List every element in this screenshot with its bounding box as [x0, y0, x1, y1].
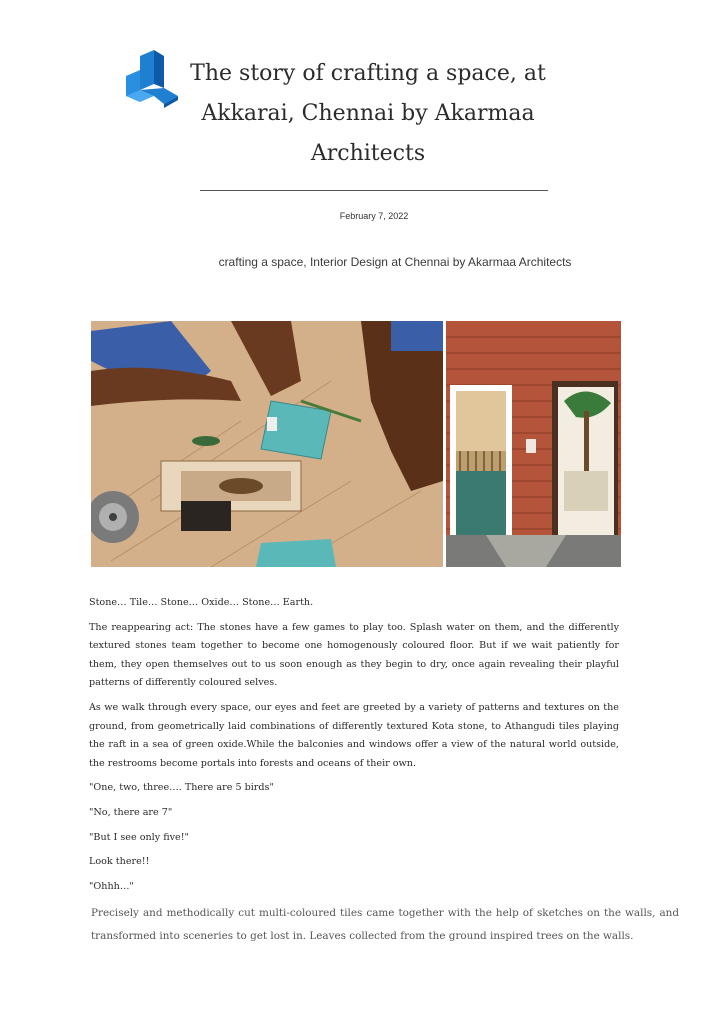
akarmaa-logo-icon	[124, 50, 180, 108]
publish-date: February 7, 2022	[339, 211, 409, 221]
dialogue-line-4: Look there!!	[89, 856, 150, 868]
title-line-2: Akkarai, Chennai by Akarmaa	[201, 101, 535, 126]
dialogue-line-5: "Ohhh…"	[89, 880, 134, 892]
interior-doorways-photo	[446, 321, 621, 567]
article-body	[89, 594, 619, 902]
title-line-3: Architects	[310, 141, 426, 166]
title-line-1: The story of crafting a space, at	[190, 61, 546, 86]
paragraph-closing: Precisely and methodically cut multi-coloured tiles came together with the help of sketches on the walls, and transformed into sceneries to get lost in. Leaves collected from the ground inspired trees on the walls.	[91, 907, 679, 942]
title-divider	[200, 190, 548, 191]
paragraph-walkthrough: As we walk through every space, our eyes and feet are greeted by a variety of patterns and textures on the ground, from geometrically laid combinations of differently textured Kota stone, to Athangudi tiles playing the raft in a sea of green oxide.While the balconies and windows offer a view of the natural world outside, the restrooms become portals into forests and oceans of their own.	[89, 701, 619, 769]
page-title	[186, 54, 550, 174]
paragraph-intro: Stone… Tile… Stone… Oxide… Stone… Earth.	[89, 597, 314, 608]
dialogue-line-3: "But I see only five!"	[89, 831, 189, 843]
dialogue-line-2: "No, there are 7"	[89, 806, 173, 818]
dialogue-line-1: "One, two, three…. There are 5 birds"	[89, 782, 274, 794]
paragraph-reappearing-act: The reappearing act: The stones have a few games to play too. Splash water on them, and the differently textured stones team together to become one homogenously coloured floor. But if we wait patiently for them, they open themselves out to us soon enough as they begin to dry, once again revealing their playful patterns of differently coloured selves.	[89, 621, 619, 689]
article-subtitle: crafting a space, Interior Design at Chennai by Akarmaa Architects	[218, 255, 572, 269]
tile-cutting-photo	[91, 321, 443, 567]
